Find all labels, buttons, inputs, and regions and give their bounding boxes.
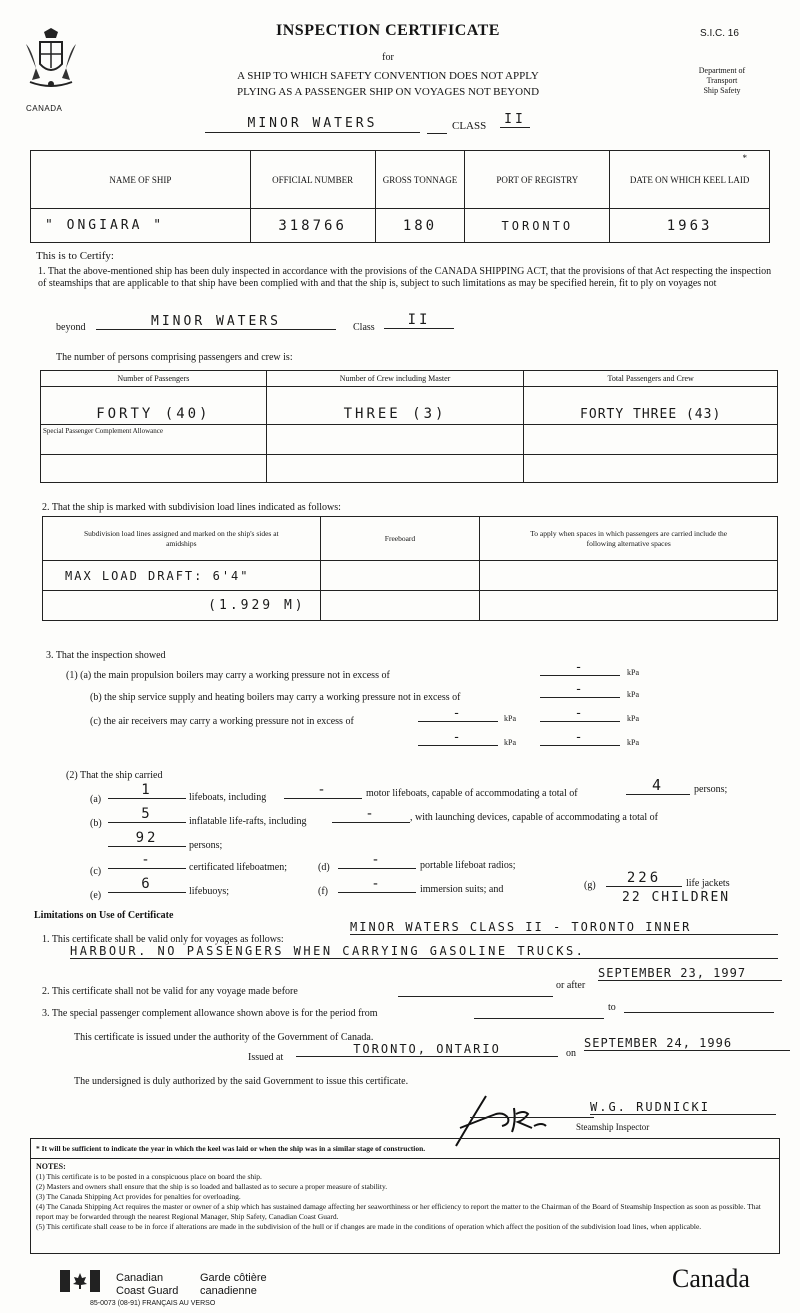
lifeboat-radios-value: -: [338, 852, 416, 869]
header-total: Total Passengers and Crew: [524, 371, 778, 387]
issued-place-value: TORONTO, ONTARIO: [296, 1042, 558, 1057]
form-code: S.I.C. 16: [700, 28, 739, 39]
port-of-registry-value: TORONTO: [465, 209, 610, 243]
launching-devices-value: -: [332, 806, 410, 823]
persons-label: The number of persons comprising passengers and crew is:: [56, 352, 293, 363]
certify-heading: This is to Certify:: [36, 250, 114, 262]
beyond-label: beyond: [56, 322, 86, 333]
inspection-b-unit: kPa: [627, 690, 639, 699]
lifeboatmen-value: -: [108, 852, 186, 869]
limitation-2-or-after: or after: [556, 980, 586, 991]
header-crew: Number of Crew including Master: [266, 371, 524, 387]
liferaft-persons-text: persons;: [189, 840, 223, 851]
inspection-d-unit: kPa: [504, 738, 516, 747]
header-name-of-ship: NAME OF SHIP: [31, 151, 251, 209]
carried-d-prefix: (d): [318, 862, 330, 873]
notes-heading: NOTES:: [36, 1162, 66, 1171]
dept-line2: Transport: [706, 76, 738, 85]
undersigned-text: The undersigned is duly authorized by the said Government to issue this certificate.: [74, 1076, 409, 1087]
liferafts-value: 5: [108, 806, 186, 823]
lifeboats-value: 1: [108, 782, 186, 799]
inspection-a-unit: kPa: [627, 668, 639, 677]
limitation-2-value: SEPTEMBER 23, 1997: [598, 966, 782, 981]
keel-note: * It will be sufficient to indicate the year in which the keel was laid or when the ship was in a similar stage of construction.: [36, 1144, 426, 1153]
footer-en-line2: Coast Guard: [116, 1285, 179, 1297]
total-value: FORTY THREE (43): [524, 387, 778, 425]
inspection-a-text: (1) (a) the main propulsion boilers may carry a working pressure not in excess of: [66, 670, 390, 681]
note-item: (5) This certificate shall cease to be in force if alterations are made in the subdivision of the hull or if changes are made in the conditions of operation which affect the position of the subdivision load lines, when applicable.: [36, 1222, 702, 1231]
special-allowance-label: Special Passenger Complement Allowance: [41, 425, 267, 455]
canada-flag-icon: [60, 1270, 100, 1292]
limitations-heading: Limitations on Use of Certificate: [34, 910, 174, 921]
freeboard-cell: [320, 561, 480, 591]
carried-f-prefix: (f): [318, 886, 328, 897]
limitation-3-from-line: [474, 1018, 604, 1019]
form-number: 85-0073 (08-91) FRANÇAIS AU VERSO: [90, 1300, 216, 1307]
inspection-c2-unit: kPa: [627, 714, 639, 723]
limitation-1-value-a: MINOR WATERS CLASS II - TORONTO INNER: [350, 920, 778, 935]
loadlines-table: [42, 516, 778, 621]
inspection-d2-value: -: [540, 730, 620, 746]
note-item: (3) The Canada Shipping Act provides for penalties for overloading.: [36, 1192, 241, 1201]
inspection-b-text: (b) the ship service supply and heating boilers may carry a working pressure not in excess of: [90, 692, 461, 703]
limitation-2-text: 2. This certificate shall not be valid for any voyage made before: [42, 986, 298, 997]
inspection-d2-unit: kPa: [627, 738, 639, 747]
life-jackets-children-value: 22 CHILDREN: [622, 890, 731, 905]
footer-en-line1: Canadian: [116, 1272, 164, 1284]
signature-line: [470, 1117, 594, 1118]
official-number-value: 318766: [250, 209, 375, 243]
passengers-value: FORTY (40): [41, 387, 267, 425]
limitation-2-before-line: [398, 996, 553, 997]
inspection-c-unit: kPa: [504, 714, 516, 723]
limitation-1-text: 1. This certificate shall be valid only for voyages as follows:: [42, 934, 284, 945]
blank-cell: [41, 455, 267, 483]
header-keel-laid: [610, 151, 770, 209]
page-title: INSPECTION CERTIFICATE: [276, 22, 500, 39]
carried-e-prefix: (e): [90, 890, 102, 901]
special-crew-cell: [266, 425, 524, 455]
carried-heading: (2) That the ship carried: [66, 770, 163, 781]
dept-line3: Ship Safety: [703, 86, 741, 95]
class-underline: [427, 133, 447, 134]
liferafts-text-2: , with launching devices, capable of accommodating a total of: [410, 812, 658, 823]
title-for: for: [382, 52, 394, 63]
footer-fr-line2: canadienne: [200, 1285, 257, 1297]
blank-cell: [524, 455, 778, 483]
dept-line1: Department of: [698, 66, 746, 75]
inspection-b-value: -: [540, 682, 620, 698]
header-subdivision: Subdivision load lines assigned and marked on the ship's sides at amidships: [43, 517, 321, 561]
inspector-title: Steamship Inspector: [576, 1122, 650, 1132]
gross-tonnage-value: 180: [375, 209, 465, 243]
limitation-1-value-b: HARBOUR. NO PASSENGERS WHEN CARRYING GASOLINE TRUCKS.: [70, 944, 778, 959]
header-official-number: OFFICIAL NUMBER: [250, 151, 375, 209]
special-total-cell: [524, 425, 778, 455]
certify-class-label: Class: [353, 322, 375, 333]
subtitle-line2: PLYING AS A PASSENGER SHIP ON VOYAGES NOT BEYOND: [236, 86, 540, 98]
alternative-cell: [480, 561, 778, 591]
notes-list: [36, 1172, 774, 1232]
country-label: CANADA: [26, 104, 63, 113]
motor-lifeboats-text: motor lifeboats, capable of accommodating a total of: [366, 788, 578, 799]
class-value: II: [500, 112, 530, 128]
voyage-limit-value: MINOR WATERS: [205, 116, 420, 133]
limitation-3-to: to: [608, 1002, 616, 1013]
inspection-c-value: -: [418, 706, 498, 722]
inspection-c-text: (c) the air receivers may carry a working pressure not in excess of: [90, 716, 354, 727]
immersion-suits-text: immersion suits; and: [420, 884, 504, 895]
liferafts-text: inflatable life-rafts, including: [189, 816, 307, 827]
limitation-3-to-line: [624, 1012, 774, 1013]
inspection-heading: 3. That the inspection showed: [46, 650, 166, 661]
footer-fr-line1: Garde côtière: [200, 1272, 267, 1284]
lifeboat-persons-text: persons;: [694, 784, 728, 795]
carried-g-prefix: (g): [584, 880, 596, 891]
life-jackets-value: 226: [606, 870, 682, 887]
persons-table: [40, 370, 778, 483]
inspection-d-value: -: [418, 730, 498, 746]
notes-separator: [30, 1158, 780, 1159]
motor-lifeboats-value: -: [284, 782, 362, 799]
lifeboatmen-text: certificated lifeboatmen;: [189, 862, 288, 873]
asterisk-mark: *: [742, 153, 747, 163]
issued-at-label: Issued at: [248, 1052, 284, 1063]
lifeboat-radios-text: portable lifeboat radios;: [420, 860, 516, 871]
authority-text: This certificate is issued under the authority of the Government of Canada.: [74, 1032, 374, 1043]
life-jackets-text: life jackets: [686, 878, 730, 889]
alternative-cell: [480, 591, 778, 621]
immersion-suits-value: -: [338, 876, 416, 893]
carried-b-prefix: (b): [90, 818, 102, 829]
certify-class-value: II: [384, 312, 454, 329]
on-label: on: [566, 1048, 576, 1059]
header-freeboard: Freeboard: [320, 517, 480, 561]
carried-a-prefix: (a): [90, 794, 102, 805]
liferaft-capacity-value: 92: [108, 830, 186, 847]
lifebuoys-text: lifebuoys;: [189, 886, 229, 897]
inspection-a-value: -: [540, 660, 620, 676]
certify-paragraph-1: 1. That the above-mentioned ship has been duly inspected in accordance with the provisions of the CANADA SHIPPING ACT, that the provisions of that Act respecting the inspection of steamships that are applicable to that ship have been complied with and that the ship is, subject to such limitations as may be specified herein, fit to ply on voyages not: [38, 266, 772, 289]
max-load-draft-value: MAX LOAD DRAFT: 6'4": [43, 561, 321, 591]
lifebuoys-value: 6: [108, 876, 186, 893]
lifeboats-text: lifeboats, including: [189, 792, 267, 803]
metric-draft-value: (1.929 M): [43, 591, 321, 621]
beyond-value: MINOR WATERS: [96, 314, 336, 330]
header-gross-tonnage: GROSS TONNAGE: [375, 151, 465, 209]
class-label: CLASS: [452, 120, 487, 132]
header-passengers: Number of Passengers: [41, 371, 267, 387]
freeboard-cell: [320, 591, 480, 621]
issued-date-value: SEPTEMBER 24, 1996: [584, 1036, 790, 1051]
canada-wordmark: Canada: [672, 1264, 750, 1293]
header-port-of-registry: PORT OF REGISTRY: [465, 151, 610, 209]
keel-laid-label: DATE ON WHICH KEEL LAID: [629, 174, 750, 185]
inspector-name-value: W.G. RUDNICKI: [590, 1100, 776, 1115]
keel-laid-value: 1963: [610, 209, 770, 243]
note-item: (2) Masters and owners shall ensure that the ship is so loaded and ballasted as to secure a proper measure of stability.: [36, 1182, 388, 1191]
inspection-c2-value: -: [540, 706, 620, 722]
lifeboat-capacity-value: 4: [626, 776, 690, 795]
loadlines-heading: 2. That the ship is marked with subdivision load lines indicated as follows:: [42, 502, 341, 513]
crew-value: THREE (3): [266, 387, 524, 425]
note-item: (4) The Canada Shipping Act requires the master or owner of a ship which has sustained damage affecting her seaworthiness or her efficiency to report the matter to the Chairman of the Board of Steamship Inspection as soon as possible. That report may be forwarded through the nearest Regional Manager, Ship Safety, Canadian Coast Guard.: [36, 1202, 761, 1221]
subtitle-line1: A SHIP TO WHICH SAFETY CONVENTION DOES NOT APPLY: [237, 70, 539, 82]
carried-c-prefix: (c): [90, 866, 102, 877]
header-alternative-spaces: To apply when spaces in which passengers are carried include the following alternative spaces: [480, 517, 778, 561]
note-item: (1) This certificate is to be posted in a conspicuous place on board the ship.: [36, 1172, 262, 1181]
limitation-3-text: 3. The special passenger complement allowance shown above is for the period from: [42, 1008, 378, 1019]
blank-cell: [266, 455, 524, 483]
ship-table: [30, 150, 770, 243]
ship-name-value: " ONGIARA ": [31, 209, 251, 243]
